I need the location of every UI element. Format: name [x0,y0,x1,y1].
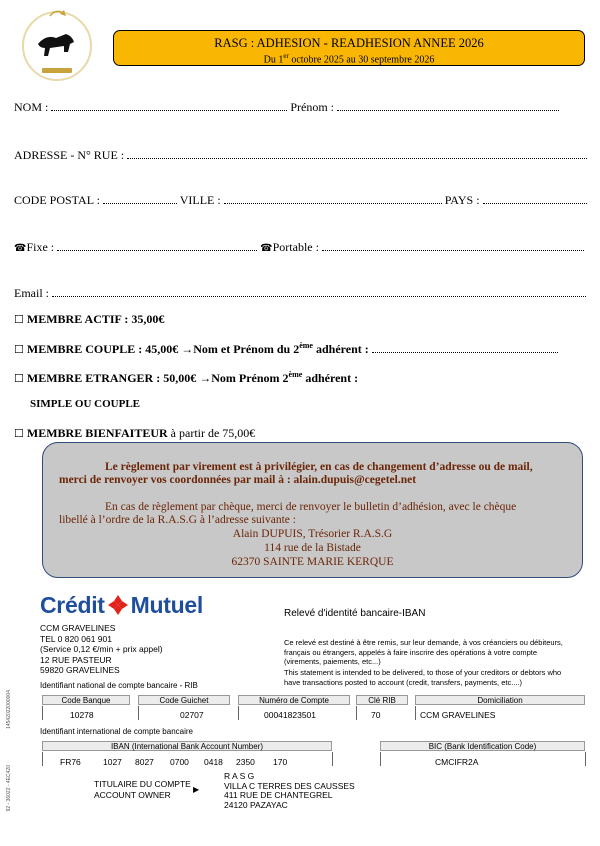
col-code-banque: Code Banque [42,695,130,705]
agency-line: CCM GRAVELINES [40,623,116,633]
bic-value: CMCIFR2A [435,757,479,767]
page-title: RASG : ADHESION - READHESION ANNEE 2026 [214,36,484,50]
membre-bienfaiteur-price: à partir de 75,00€ [167,426,256,440]
iban-part: 2350 [236,757,255,767]
holder-label [94,779,191,800]
note-en-line: This statement is intended to be delivered, to those of your creditors or debtors who [284,668,562,677]
col-domiciliation: Domiciliation [415,695,585,705]
membre-actif-option[interactable] [14,312,164,327]
divider [585,752,586,766]
divider [380,752,381,766]
title-box [113,30,585,66]
holder-line: 24120 PAZAYAC [224,799,288,810]
portable-label: Portable : [272,240,319,254]
prenom-label: Prénom : [290,100,335,114]
membre-actif-label: MEMBRE ACTIF : 35,00€ [26,312,165,326]
membre-bienfaiteur-option[interactable] [14,426,255,441]
ville-line[interactable] [224,194,442,204]
simple-couple-note: SIMPLE OU COUPLE [30,398,141,410]
fixe-line[interactable] [57,241,257,251]
code-postal-label: CODE POSTAL : [14,193,100,207]
membre-etranger-option[interactable] [14,370,358,386]
membre-etranger-label: MEMBRE ETRANGER : 50,00€ [26,371,200,385]
divider [332,752,333,766]
iban-part: 1027 [103,757,122,767]
col-iban: IBAN (International Bank Account Number) [42,741,332,751]
agency-block [40,623,163,676]
holder-label-fr: TITULAIRE DU COMPTE [94,779,191,789]
note-fr-line: (virements, paiements, etc...) [284,657,381,666]
address-street: 114 rue de la Bistade [264,542,361,554]
ordinal-sup: ème [299,341,313,350]
divider [138,706,139,720]
iban-part: 0418 [204,757,223,767]
info-line-1: Le règlement par virement est à privilégier, en cas de changement d’adresse ou de mail, [105,461,533,473]
membre-couple-label: MEMBRE COUPLE : 45,00€ [26,342,182,356]
iban-part: FR76 [60,757,81,767]
info-line-2: merci de renvoyer vos coordonnées par mail à : alain.dupuis@cegetel.net [59,474,417,486]
pays-label: PAYS : [444,193,480,207]
arrow-right-icon: → [181,342,194,356]
col-num-compte: Numéro de Compte [238,695,350,705]
fixe-label: Fixe : [26,240,55,254]
info-line-3: En cas de règlement par chèque, merci de renvoyer le bulletin d’adhésion, avec le chèque [105,501,517,513]
address-city: 62370 SAINTE MARIE KERQUE [231,556,394,568]
holder-line: R A S G [224,771,255,781]
side-code-2: 92 - 36022 - 4EC420 [6,765,12,812]
checkbox-icon[interactable]: ☐ [14,313,24,326]
col-bic: BIC (Bank Identification Code) [380,741,585,751]
membre-couple-option[interactable] [14,341,558,357]
divider [42,706,43,720]
adresse-label: ADRESSE - N° RUE : [14,148,125,162]
col-code-guichet: Code Guichet [138,695,230,705]
pays-line[interactable] [483,194,587,204]
cross-logo-icon [107,594,129,616]
arrow-right-icon: → [199,371,212,385]
iban-part: 0700 [170,757,189,767]
rib-title: Relevé d'identité bancaire-IBAN [284,608,426,619]
note-fr-line: Ce relevé est destiné à être remis, sur leur demande, à vos créanciers ou débiteurs, [284,638,563,647]
num-compte-value: 00041823501 [264,710,317,720]
holder-block [224,772,355,810]
second-member-suffix: adhérent : [302,371,359,385]
checkbox-icon[interactable]: ☐ [14,343,24,356]
payment-info-box [42,442,583,578]
phone-field[interactable] [14,240,584,255]
info-line-4: libellé à l’ordre de la R.A.S.G à l’adresse suivante : [59,514,296,526]
bank-logo [40,592,203,619]
ville-label: VILLE : [179,193,221,207]
note-en [284,668,561,687]
domiciliation-value: CCM GRAVELINES [420,710,496,720]
arrow-right-icon: ▶ [193,785,200,794]
brand-logo [20,4,94,84]
divider [42,752,43,766]
second-member-suffix: adhérent : [312,342,369,356]
second-member-label: Nom Prénom 2 [211,371,289,385]
membre-bienfaiteur-label: MEMBRE BIENFAITEUR [26,426,168,440]
email-line[interactable] [52,287,586,297]
code-guichet-value: 02707 [180,710,204,720]
phone-icon: ☎ [14,243,27,254]
nom-label: NOM : [14,100,49,114]
iban-part: 8027 [135,757,154,767]
note-fr-line: français ou étrangers, appelés à faire inscrire des opérations à votre compte [284,647,538,657]
note-en-line: have transactions posted to account (credit, transfers, payments, etc....) [284,677,523,687]
bank-logo-left: Crédit [40,592,105,618]
phone-icon: ☎ [260,243,273,254]
iban-label: Identifiant international de compte bancaire [40,727,193,736]
adresse-field[interactable] [14,148,587,163]
divider [356,706,357,720]
second-member-label: Nom et Prénom du 2 [193,342,300,356]
nom-field[interactable] [14,100,559,115]
email-label: Email : [14,286,49,300]
holder-label-en: ACCOUNT OWNER [94,789,171,800]
ordinal-sup: ème [288,370,303,379]
agency-line: (Service 0,12 €/min + prix appel) [40,644,163,654]
col-cle-rib: Clé RIB [356,695,408,705]
second-member-line[interactable] [372,343,558,353]
code-postal-line[interactable] [103,194,177,204]
note-fr [284,638,563,667]
checkbox-icon[interactable]: ☐ [14,427,24,440]
agency-line: 59820 GRAVELINES [40,665,120,675]
prenom-line[interactable] [337,101,559,111]
ville-field[interactable] [14,193,587,208]
nom-line[interactable] [51,101,287,111]
agency-line: TEL 0 820 061 901 [40,633,112,644]
holder-line: 411 RUE DE CHANTEGREL [224,790,333,800]
address-name: Alain DUPUIS, Trésorier R.A.S.G [232,528,393,540]
code-banque-value: 10278 [70,710,94,720]
divider [415,706,416,720]
email-field[interactable] [14,286,586,301]
portable-line[interactable] [322,241,584,251]
side-code: 14542022000004 [6,690,12,729]
divider [238,706,239,720]
rib-label: Identifiant national de compte bancaire - RIB [40,681,198,690]
adresse-line[interactable] [127,149,587,159]
agency-line: 12 RUE PASTEUR [40,654,112,665]
checkbox-icon[interactable]: ☐ [14,372,24,385]
page-subtitle: Du 1er octobre 2025 au 30 septembre 2026 [263,52,435,66]
cle-rib-value: 70 [371,710,381,720]
iban-part: 170 [273,757,288,767]
holder-line: VILLA C TERRES DES CAUSSES [224,780,355,791]
bank-logo-right: Mutuel [130,592,203,618]
